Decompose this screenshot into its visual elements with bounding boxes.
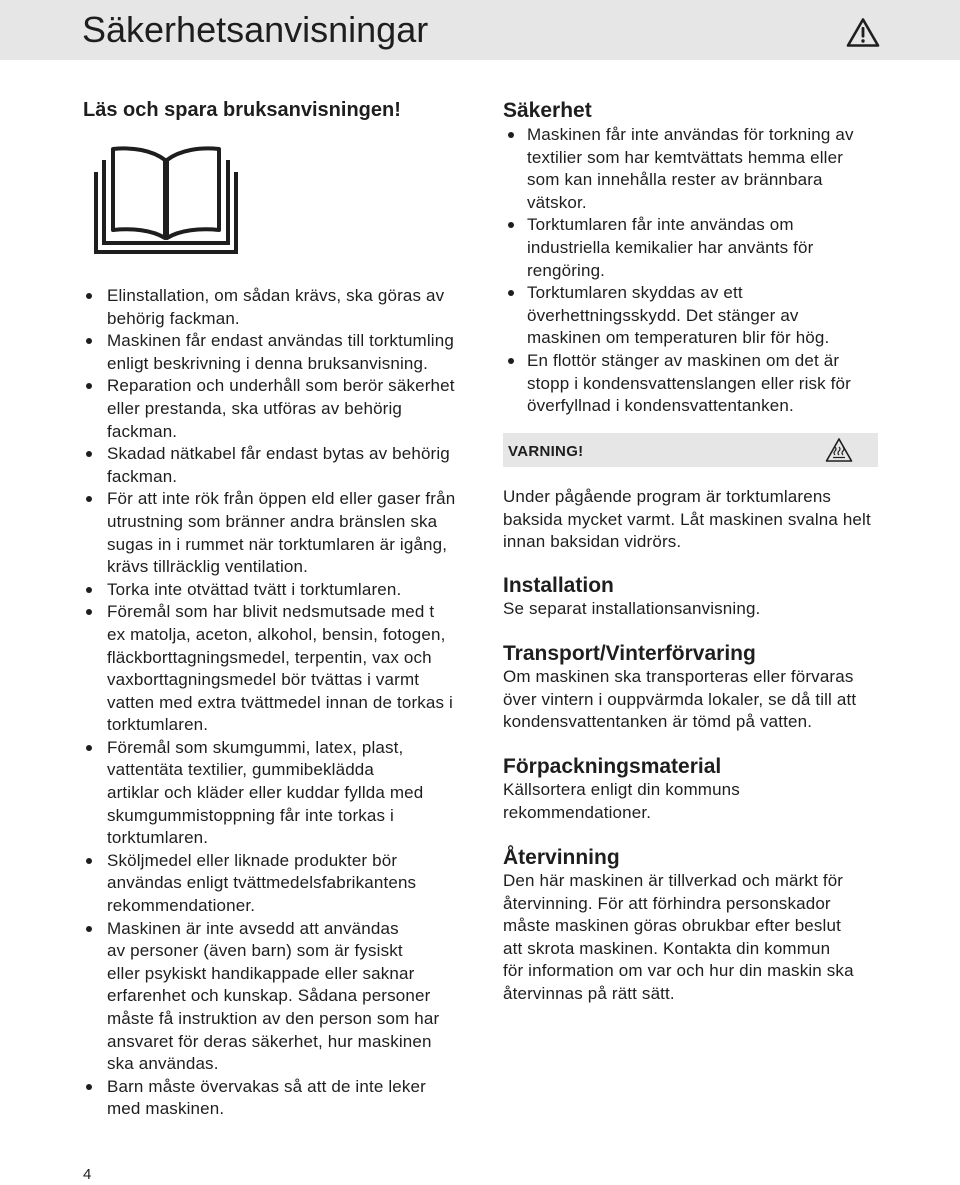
list-item: Maskinen får inte användas för torkning av textilier som har kemtvättats hemma eller som kan innehålla rester av brännbara vätskor. — [527, 124, 854, 214]
packaging-text: Källsortera enligt din kommuns rekommendationer. — [503, 780, 740, 822]
list-item: Torktumlaren får inte användas om industriella kemikalier har använts för rengöring. — [527, 214, 854, 282]
page-header — [0, 0, 960, 60]
list-item: Torktumlaren skyddas av ett överhettningsskydd. Det stänger av maskinen om temperaturen blir för hög. — [527, 282, 854, 350]
safety-instructions-list — [107, 285, 455, 1121]
transport-text: Om maskinen ska transporteras eller förvaras över vintern i ouppvärmda lokaler, se då till att kondensvattentanken är tömd på vatten. — [503, 667, 857, 732]
list-item: Elinstallation, om sådan krävs, ska göras av behörig fackman. — [107, 285, 455, 330]
list-item: Barn måste övervakas så att de inte leker med maskinen. — [107, 1076, 455, 1121]
warning-label: VARNING! — [508, 443, 584, 460]
safety-heading: Säkerhet — [503, 99, 592, 122]
list-item: En flottör stänger av maskinen om det är stopp i kondensvattenslangen eller risk för överfyllnad i kondensvattentanken. — [527, 350, 854, 418]
list-item: För att inte rök från öppen eld eller gaser från utrustning som bränner andra bränslen ska sugas in i rummet när torktumlaren är igång, krävs tillräcklig ventilation. — [107, 488, 455, 578]
list-item: Föremål som skumgummi, latex, plast, vattentäta textilier, gummibeklädda artiklar och kläder eller kuddar fyllda med skumgummistoppning får inte torkas i torktumlaren. — [107, 737, 455, 850]
list-item: Torka inte otvättad tvätt i torktumlaren. — [107, 579, 455, 602]
warning-banner — [503, 433, 878, 467]
read-manual-heading: Läs och spara bruksanvisningen! — [83, 99, 401, 121]
page-number: 4 — [83, 1166, 92, 1183]
recycling-text: Den här maskinen är tillverkad och märkt för återvinning. För att förhindra personskador måste maskinen göras obrukbar efter beslut att skrota maskinen. Kontakta din kommun för information om var och hur din maskin ska återvinnas på rätt sätt. — [503, 871, 854, 1003]
warning-text: Under pågående program är torktumlarens baksida mycket varmt. Låt maskinen svalna helt innan baksidan vidrörs. — [503, 487, 871, 552]
installation-heading: Installation — [503, 574, 614, 597]
page-title: Säkerhetsanvisningar — [82, 9, 429, 50]
hot-surface-warning-icon — [825, 437, 853, 463]
recycling-heading: Återvinning — [503, 846, 620, 869]
list-item: Sköljmedel eller liknade produkter bör användas enligt tvättmedelsfabrikantens rekommendationer. — [107, 850, 455, 918]
list-item: Föremål som har blivit nedsmutsade med t ex matolja, aceton, alkohol, bensin, fotogen, fläckborttagningsmedel, terpentin, vax och vaxborttagningsmedel bör tvättas i varmt vatten med extra tvättmedel innan de torkas i torktumlaren. — [107, 601, 455, 737]
packaging-heading: Förpackningsmaterial — [503, 755, 722, 778]
installation-text: Se separat installationsanvisning. — [503, 599, 761, 618]
open-book-icon — [92, 146, 240, 256]
list-item: Maskinen är inte avsedd att användas av personer (även barn) som är fysiskt eller psykiskt handikappade eller saknar erfarenhet och kunskap. Sådana personer måste få instruktion av den person som har ansvaret för deras säkerhet, hur maskinen ska användas. — [107, 918, 455, 1076]
safety-list — [527, 124, 854, 418]
transport-heading: Transport/Vinterförvaring — [503, 642, 756, 665]
list-item: Skadad nätkabel får endast bytas av behörig fackman. — [107, 443, 455, 488]
list-item: Reparation och underhåll som berör säkerhet eller prestanda, ska utföras av behörig fackman. — [107, 375, 455, 443]
warning-triangle-icon — [846, 17, 880, 48]
list-item: Maskinen får endast användas till torktumling enligt beskrivning i denna bruksanvisning. — [107, 330, 455, 375]
